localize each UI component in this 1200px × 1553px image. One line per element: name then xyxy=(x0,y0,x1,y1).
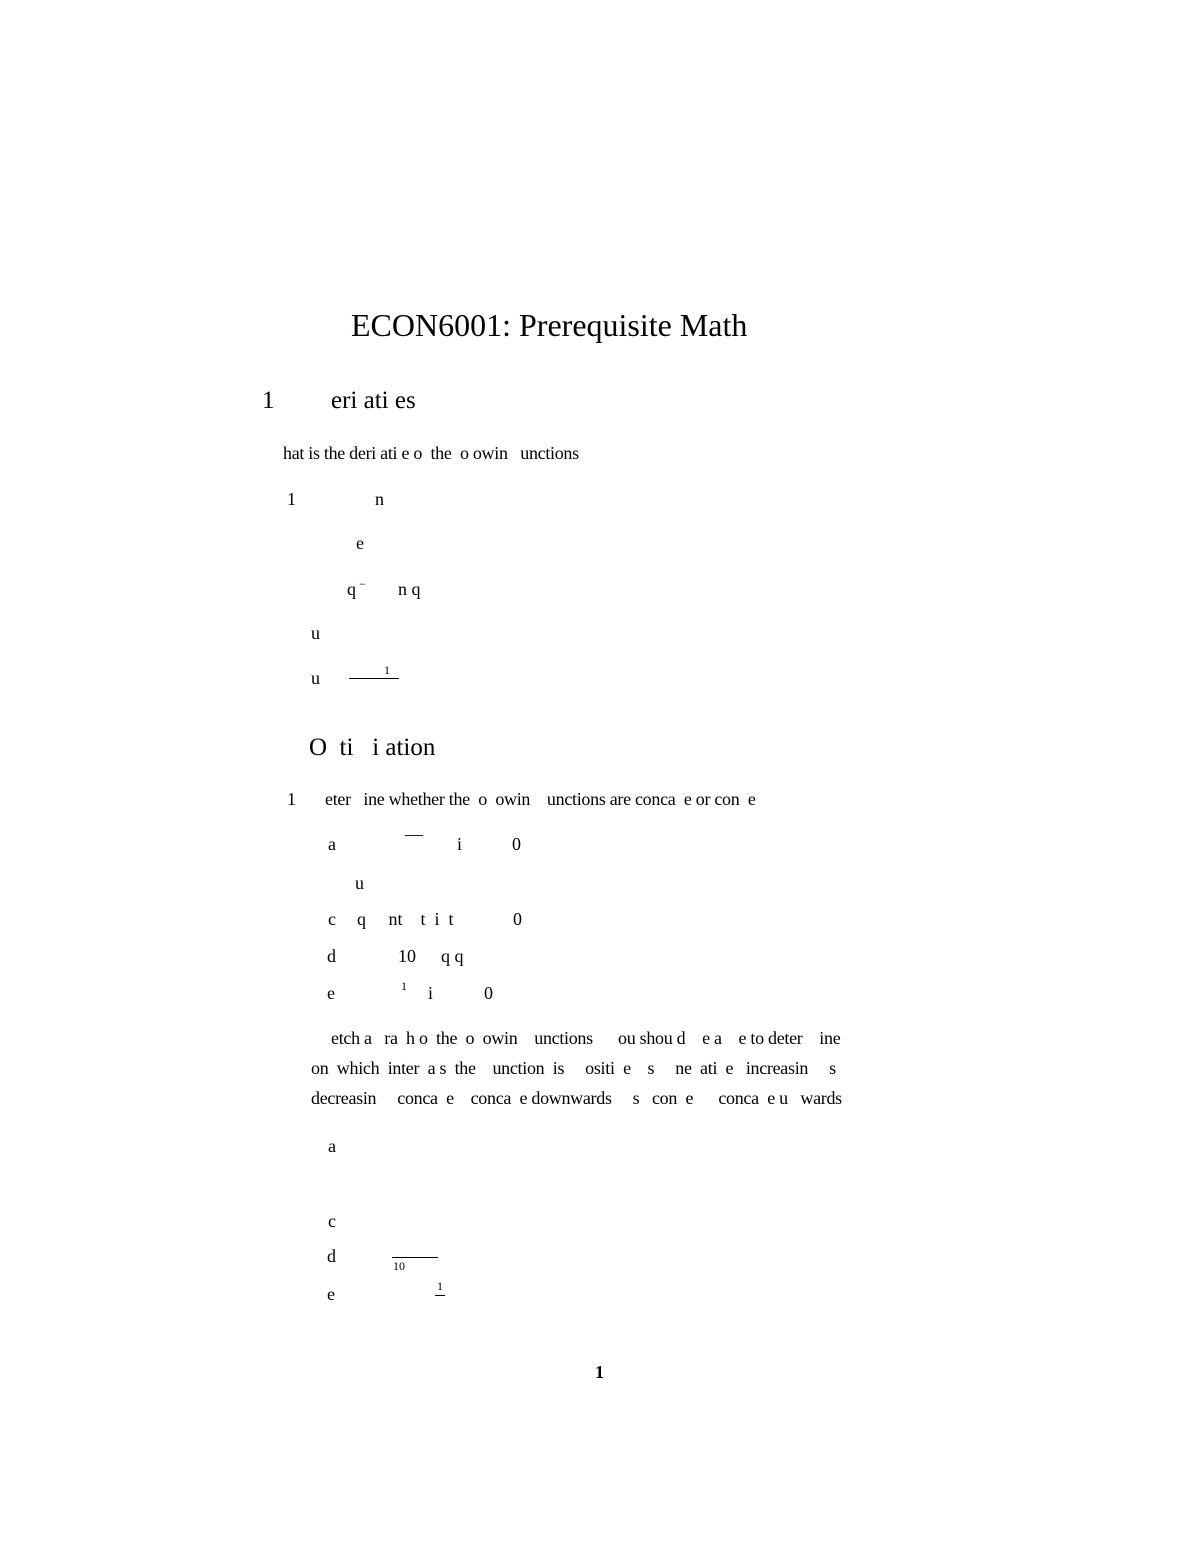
item-3-superscript: − xyxy=(359,577,366,591)
page-number: 1 xyxy=(595,1362,604,1382)
item-3-text: q xyxy=(347,579,356,599)
question-2-line-2: on which inter a s the unction is ositi e s ne ati e increasin s xyxy=(311,1058,836,1078)
part-e-label: e xyxy=(327,983,335,1003)
q2-part-d-fraction-bar xyxy=(392,1257,438,1258)
q2-part-c-label: c xyxy=(328,1211,336,1231)
q2-part-d-label: d xyxy=(327,1246,336,1266)
question-1-text: eter ine whether the o owin unctions are conca e or con e xyxy=(325,789,756,809)
item-3-tail: n q xyxy=(398,579,421,599)
q2-part-e-label: e xyxy=(327,1284,335,1304)
q2-part-d-denominator: 10 xyxy=(393,1259,405,1273)
item-1-text: n xyxy=(375,489,384,509)
part-d-tail: q q xyxy=(441,946,464,966)
part-a-value: 0 xyxy=(512,834,521,854)
part-c-label: c xyxy=(328,909,336,929)
item-2-text: e xyxy=(356,533,364,553)
part-a-label: a xyxy=(328,834,336,854)
section-2-heading: O ti i ation xyxy=(309,734,436,761)
question-2-line-1: etch a ra h o the o owin unctions ou shou d e a e to deter ine xyxy=(331,1028,841,1048)
part-e-superscript: 1 xyxy=(401,979,407,993)
part-e-mid: i xyxy=(428,983,434,1003)
question-1-number: 1 xyxy=(287,789,296,809)
part-c-body: q nt t i t xyxy=(357,909,454,929)
item-5-fraction-bar xyxy=(349,678,399,679)
section-1-number: 1 xyxy=(262,387,275,414)
part-e-value: 0 xyxy=(484,983,493,1003)
item-1-number: 1 xyxy=(287,489,296,509)
item-4-text: u xyxy=(311,623,320,643)
q2-part-a-label: a xyxy=(328,1136,336,1156)
part-a-overbar: — xyxy=(405,824,423,844)
section-1-heading: eri ati es xyxy=(331,387,416,414)
item-5-fraction-numerator: 1 xyxy=(384,663,390,677)
part-d-label: d xyxy=(327,946,336,966)
part-c-value: 0 xyxy=(513,909,522,929)
q2-part-e-fraction-numerator: 1 xyxy=(437,1279,443,1293)
section-1-intro: hat is the deri ati e o the o owin unctions xyxy=(283,443,579,463)
document-title: ECON6001: Prerequisite Math xyxy=(351,307,748,343)
question-2-line-3: decreasin conca e conca e downwards s con e conca e u wards xyxy=(311,1088,842,1108)
part-d-body: 10 xyxy=(398,946,416,966)
part-a-mid: i xyxy=(457,834,463,854)
part-b-label: u xyxy=(355,873,364,893)
q2-part-e-fraction-bar xyxy=(435,1295,445,1296)
item-5-text: u xyxy=(311,668,320,688)
